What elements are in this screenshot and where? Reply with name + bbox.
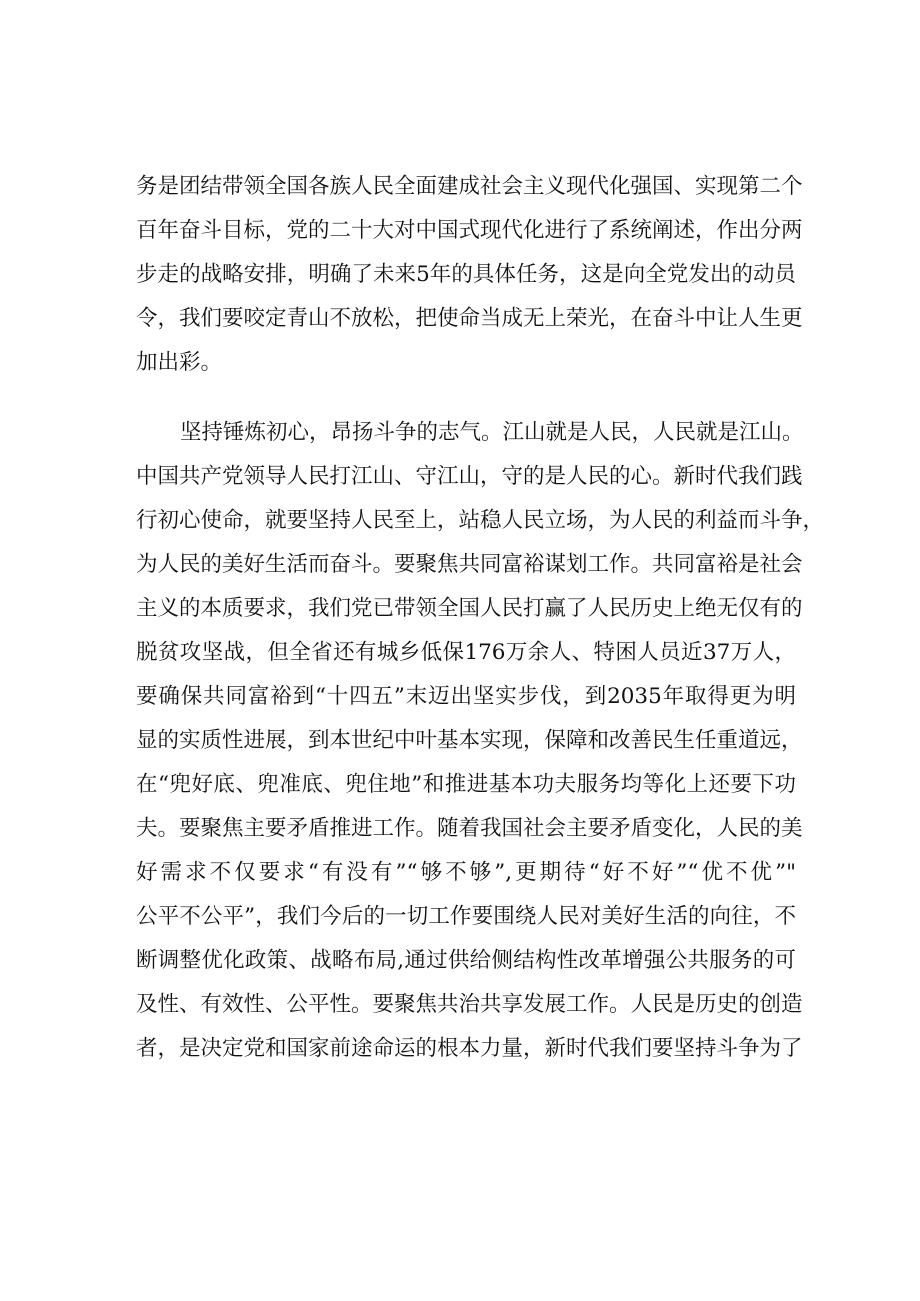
text-line: 及性、有效性、公平性。要聚焦共治共享发展工作。人民是历史的创造 (136, 992, 803, 1017)
text-line: 加出彩。 (136, 350, 223, 375)
text-line: 主义的本质要求，我们党已带领全国人民打赢了人民历史上绝无仅有的 (136, 596, 803, 621)
text-line: 断调整优化政策、战略布局,通过供给侧结构性改革增强公共服务的可 (136, 948, 796, 973)
text-line: 脱贫攻坚战，但全省还有城乡低保176万余人、特困人员近37万人， (136, 640, 796, 665)
text-line: 中国共产党领导人民打江山、守江山，守的是人民的心。新时代我们践 (136, 464, 803, 489)
text-line: 百年奋斗目标，党的二十大对中国式现代化进行了系统阐述，作出分两 (136, 218, 803, 243)
text-line: 行初心使命，就要坚持人民至上，站稳人民立场，为人民的利益而斗争， (136, 508, 825, 533)
text-line: 夫。要聚焦主要矛盾推进工作。随着我国社会主要矛盾变化，人民的美 (136, 816, 803, 841)
text-line: 者，是决定党和国家前途命运的根本力量，新时代我们要坚持斗争为了 (136, 1036, 803, 1061)
text-line: 令，我们要咬定青山不放松，把使命当成无上荣光，在奋斗中让人生更 (136, 306, 803, 331)
text-line: 显的实质性进展，到本世纪中叶基本实现，保障和改善民生任重道远， (136, 728, 803, 753)
text-line: 务是团结带领全国各族人民全面建成社会主义现代化强国、实现第二个 (136, 174, 803, 199)
text-line: 公平不公平”，我们今后的一切工作要围绕人民对美好生活的向往，不 (136, 904, 796, 929)
text-line: 好需求不仅要求“有没有”“够不够”,更期待“好不好”“优不优”" (136, 860, 796, 885)
text-line: 步走的战略安排，明确了未来5年的具体任务，这是向全党发出的动员 (136, 262, 796, 287)
paragraph-first-line: 坚持锤炼初心，昂扬斗争的志气。江山就是人民，人民就是江山。 (180, 420, 804, 445)
text-line: 在“兜好底、兜准底、兜住地”和推进基本功夫服务均等化上还要下功 (136, 772, 796, 797)
text-line: 为人民的美好生活而奋斗。要聚焦共同富裕谋划工作。共同富裕是社会 (136, 552, 803, 577)
text-line: 要确保共同富裕到“十四五”末迈出坚实步伐，到2035年取得更为明 (136, 684, 796, 709)
